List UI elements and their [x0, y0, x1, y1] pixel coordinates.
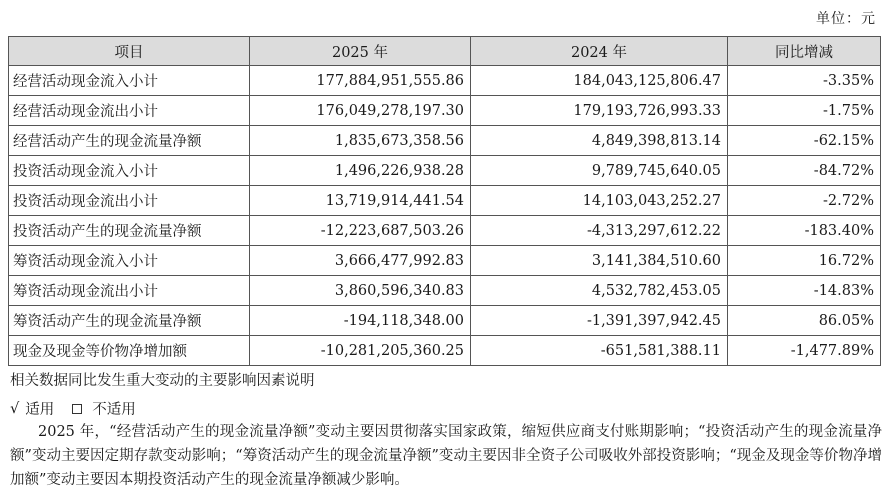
value-2024: 3,141,384,510.60 — [471, 246, 728, 276]
row-label: 投资活动现金流入小计 — [9, 156, 250, 186]
value-2025: -12,223,687,503.26 — [250, 216, 471, 246]
empty-checkbox-icon — [72, 404, 82, 414]
header-yoy-change: 同比增减 — [728, 37, 881, 66]
explanation-paragraph: 2025 年，“经营活动产生的现金流量净额”变动主要因贯彻落实国家政策，缩短供应商支付账期影响；“投资活动产生的现金流量净额”变动主要因定期存款变动影响；“筹资活动产生的现金流量净额”变动主要因非全资子公司吸收外部投资影响；“现金及现金等价物净增加额”变动主要因本期投资活动产生的现金流量净额减少影响。 — [10, 424, 882, 488]
table-row — [9, 96, 881, 126]
value-2024: 179,193,726,993.33 — [471, 96, 728, 126]
row-label: 经营活动产生的现金流量净额 — [9, 126, 250, 156]
yoy-change: -183.40% — [728, 216, 881, 246]
applicable-label: 适用 — [25, 402, 55, 418]
value-2025: 1,835,673,358.56 — [250, 126, 471, 156]
note-title: 相关数据同比发生重大变动的主要影响因素说明 — [10, 373, 315, 389]
row-label: 筹资活动产生的现金流量净额 — [9, 306, 250, 336]
yoy-change: -62.15% — [728, 126, 881, 156]
value-2024: 4,532,782,453.05 — [471, 276, 728, 306]
value-2025: 177,884,951,555.86 — [250, 66, 471, 96]
value-2024: -651,581,388.11 — [471, 336, 728, 366]
table-row — [9, 276, 881, 306]
yoy-change: -14.83% — [728, 276, 881, 306]
table-row — [9, 306, 881, 336]
value-2025: 3,860,596,340.83 — [250, 276, 471, 306]
not-applicable-label: 不适用 — [92, 402, 136, 418]
header-2024: 2024 年 — [471, 37, 728, 66]
unit-label: 单位：元 — [816, 11, 876, 27]
value-2025: 176,049,278,197.30 — [250, 96, 471, 126]
value-2025: 13,719,914,441.54 — [250, 186, 471, 216]
check-mark-icon: √ — [10, 400, 20, 417]
table-row — [9, 156, 881, 186]
value-2025: 1,496,226,938.28 — [250, 156, 471, 186]
yoy-change: -1.75% — [728, 96, 881, 126]
value-2025: -194,118,348.00 — [250, 306, 471, 336]
table-row — [9, 336, 881, 366]
value-2024: 184,043,125,806.47 — [471, 66, 728, 96]
yoy-change: -84.72% — [728, 156, 881, 186]
row-label: 投资活动现金流出小计 — [9, 186, 250, 216]
table-row — [9, 66, 881, 96]
header-item: 项目 — [9, 37, 250, 66]
value-2025: -10,281,205,360.25 — [250, 336, 471, 366]
row-label: 投资活动产生的现金流量净额 — [9, 216, 250, 246]
row-label: 经营活动现金流出小计 — [9, 96, 250, 126]
row-label: 筹资活动现金流出小计 — [9, 276, 250, 306]
row-label: 筹资活动现金流入小计 — [9, 246, 250, 276]
value-2024: -1,391,397,942.45 — [471, 306, 728, 336]
value-2025: 3,666,477,992.83 — [250, 246, 471, 276]
value-2024: 4,849,398,813.14 — [471, 126, 728, 156]
row-label: 现金及现金等价物净增加额 — [9, 336, 250, 366]
table-header-row — [9, 37, 881, 66]
yoy-change: 16.72% — [728, 246, 881, 276]
yoy-change: -2.72% — [728, 186, 881, 216]
value-2024: 14,103,043,252.27 — [471, 186, 728, 216]
row-label: 经营活动现金流入小计 — [9, 66, 250, 96]
table-row — [9, 246, 881, 276]
header-2025: 2025 年 — [250, 37, 471, 66]
yoy-change: -3.35% — [728, 66, 881, 96]
applicability-options — [10, 398, 136, 419]
yoy-change: -1,477.89% — [728, 336, 881, 366]
table-row — [9, 216, 881, 246]
value-2024: 9,789,745,640.05 — [471, 156, 728, 186]
yoy-change: 86.05% — [728, 306, 881, 336]
table-row — [9, 186, 881, 216]
cash-flow-table — [8, 36, 881, 366]
table-row — [9, 126, 881, 156]
value-2024: -4,313,297,612.22 — [471, 216, 728, 246]
